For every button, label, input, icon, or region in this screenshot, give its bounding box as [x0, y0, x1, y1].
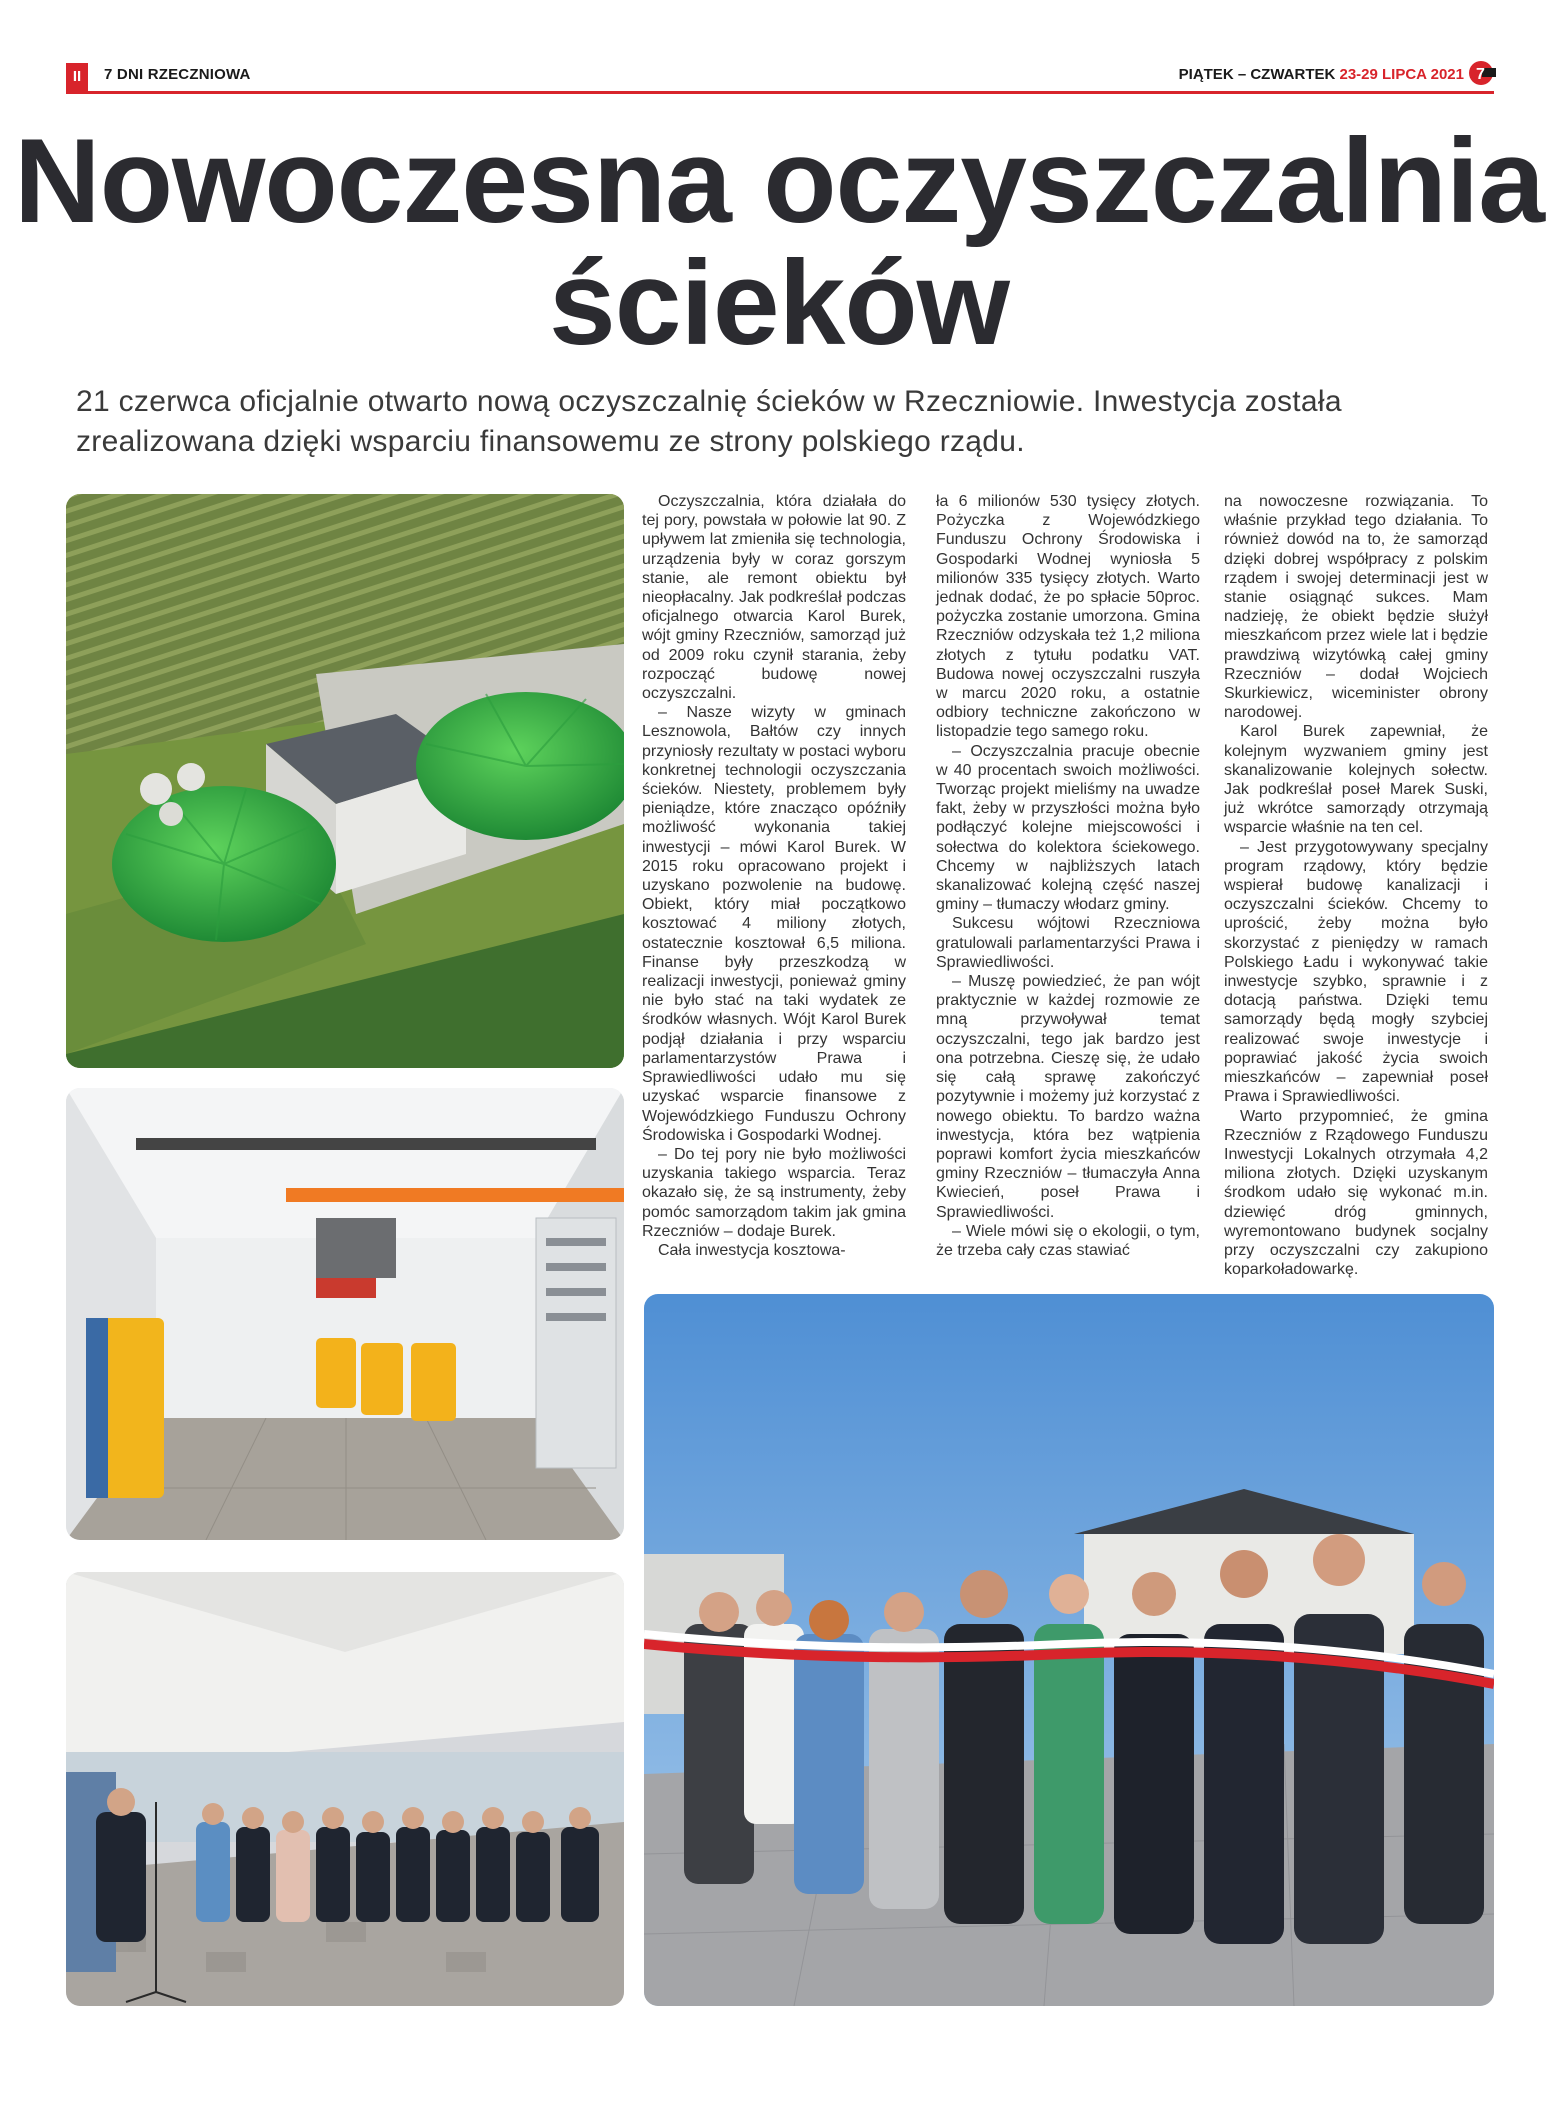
paragraph: Cała inwestycja kosztowa- — [658, 1241, 846, 1259]
photo-ribbon-cutting — [644, 1294, 1494, 2006]
photo-interior-machinery — [66, 1088, 624, 1540]
newspaper-logo-icon — [1468, 60, 1496, 86]
paragraph: – Do tej pory nie było możliwości uzyskania takiego wsparcia. Teraz okazało się, że są instrumenty, żeby pomóc samorządom takim jak gmina Rzeczniów – dodaje Burek. — [642, 1145, 906, 1240]
date-prefix: PIĄTEK – CZWARTEK — [1178, 66, 1340, 83]
masthead: 7 DNI RZECZNIOWA — [104, 66, 251, 83]
paragraph: – Muszę powiedzieć, że pan wójt praktycznie w każdej rozmowie ze mną przywoływał temat oczyszczalni, tego jak bardzo jest ona potrzebna. Cieszę się, że udało się całą sprawę zakończyć pozytywnie i możemy już korzystać z nowego obiektu. To bardzo ważna inwestycja, która bez wątpienia poprawi komfort życia mieszkańców gminy Rzeczniów – tłumaczyła Anna Kwiecień, poseł Prawa i Sprawiedliwości. — [936, 973, 1200, 1221]
photo-aerial-plant — [66, 494, 624, 1068]
photo-opening-speech — [66, 1572, 624, 2006]
title-line-2: ścieków — [549, 236, 1009, 370]
paragraph: Karol Burek zapewniał, że kolejnym wyzwaniem gminy jest skanalizowanie kolejnych sołectw. Jak podkreślał poseł Marek Suski, już wkrótce samorządy otrzymają wsparcie właśnie na ten cel. — [1224, 723, 1488, 837]
paragraph: Oczyszczalnia, która działała do tej pory, powstała w połowie lat 90. Z upływem lat zmieniła się technologia, urządzenia były w coraz gorszym stanie, ale remont obiektu był nieopłacalny. Jak podkreślał podczas oficjalnego otwarcia Karol Burek, wójt gminy Rzeczniów, samorząd już od 2009 roku czynił starania, żeby rozpocząć budowę nowej oczyszczalni. — [642, 493, 906, 703]
paragraph: – Wiele mówi się o ekologii, o tym, że trzeba cały czas stawiać — [936, 1222, 1200, 1259]
page-number: II — [66, 63, 88, 91]
paragraph: na nowoczesne rozwiązania. To właśnie przykład tego działania. To również dowód na to, że samorząd dzięki dobrej współpracy z polskim rządem i swojej determinacji jest w stanie osiągnąć sukces. Mam nadzieję, że obiekt będzie służył mieszkańcom przez wiele lat i będzie prawdziwą wizytówką całej gminy Rzeczniów – dodał Wojciech Skurkiewicz, wiceminister obrony narodowej. — [1224, 493, 1488, 722]
article-title — [0, 114, 1558, 370]
paragraph: ła 6 milionów 530 tysięcy złotych. Pożyczka z Wojewódzkiego Funduszu Ochrony Środowiska i Gospodarki Wodnej wyniosła 5 milionów 335 tysięcy złotych. Warto jednak dodać, że po spłacie 50proc. pożyczka zostanie umorzona. Gmina Rzeczniów odzyskała też 1,2 miliona złotych z tytułu podatku VAT. Budowa nowej oczyszczalni ruszyła w marcu 2020 roku, a ostatnie odbiory techniczne zakończono w listopadzie tego samego roku. — [936, 493, 1200, 741]
paragraph: – Nasze wizyty w gminach Lesznowola, Bałtów czy innych przyniosły rezultaty w postaci wyboru konkretnej technologii oczyszczania ścieków. Niestety, problemem były pieniądze, które znacząco opóźniły możliwość wykonania takiej inwestycji – mówi Karol Burek. W 2015 roku opracowano projekt i uzyskano pozwolenie na budowę. Obiekt, który miał początkowo kosztować 4 miliony złotych, ostatecznie kosztował 6,5 miliona. Finanse były przeszkodzą w realizacji inwestycji, ponieważ gminy nie było stać na taki wydatek ze środków własnych. Wójt Karol Burek podjął działania i przy wsparciu parlamentarzystów Prawa i Sprawiedliwości udało mu się uzyskać wsparcie finansowe z Wojewódzkiego Funduszu Ochrony Środowiska i Gospodarki Wodnej. — [642, 704, 906, 1144]
paragraph: Warto przypomnieć, że gmina Rzeczniów z Rządowego Funduszu Inwestycji Lokalnych otrzymała 4,2 miliona złotych. Dzięki uzyskanym środkom udało się wykonać m.in. dziewięć dróg gminnych, wyremontowano budynek socjalny przy oczyszczalni czy zakupiono koparkoładowarkę. — [1224, 1107, 1488, 1279]
issue-date — [1179, 66, 1464, 83]
logo-text: 7 — [1476, 66, 1485, 83]
date-range: 23-29 LIPCA 2021 — [1339, 66, 1464, 83]
article-column-1 — [642, 492, 906, 1260]
article-column-2 — [936, 492, 1200, 1260]
header-rule — [66, 91, 1494, 94]
paragraph: Sukcesu wójtowi Rzeczniowa gratulowali parlamentarzyści Prawa i Sprawiedliwości. — [936, 915, 1200, 971]
paragraph: – Oczyszczalnia pracuje obecnie w 40 procentach swoich możliwości. Tworząc projekt mieliśmy na uwadze fakt, żeby w przyszłości można było podłączyć kolejne miejscowości i sołectwa do kolektora ściekowego. Chcemy w najbliższych latach skanalizować kolejną część naszej gminy – tłumaczy włodarz gminy. — [936, 742, 1200, 914]
paragraph: – Jest przygotowywany specjalny program rządowy, który będzie wspierał budowę kanalizacji i oczyszczalni ścieków. Chcemy to uprościć, żeby można było skorzystać z pieniędzy w ramach Polskiego Ładu i wykonywać takie inwestycje szybko, sprawnie i z dotacją państwa. Dzięki temu samorządy będą mogły szybciej realizować swoje inwestycje i poprawiać jakość życia swoich mieszkańców – zapewniał poseł Prawa i Sprawiedliwości. — [1224, 838, 1488, 1106]
article-column-3 — [1224, 492, 1488, 1279]
article-lead: 21 czerwca oficjalnie otwarto nową oczyszczalnię ścieków w Rzeczniowie. Inwestycja została zrealizowana dzięki wsparciu finansowemu ze strony polskiego rządu. — [76, 385, 1342, 458]
title-line-1: Nowoczesna oczyszczalnia — [14, 114, 1544, 248]
